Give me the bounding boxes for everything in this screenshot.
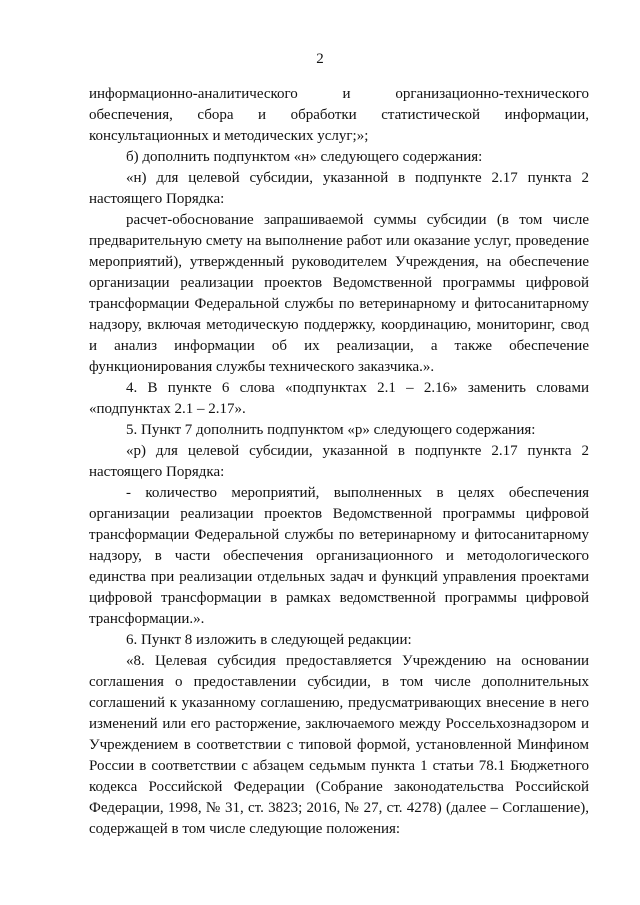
paragraph-4: расчет-обоснование запрашиваемой суммы субсидии (в том числе предварительную смету на выполнение работ или оказание услуг, проведение мероприятий), утвержденный руководителем Учреждения, на обеспечение организации реализации проектов Ведомственной программы цифровой трансформации Федеральной службы по ветеринарному и фитосанитарному надзору, включая методическую поддержку, координацию, мониторинг, свод и анализ информации об их реализации, а также обеспечение функционирования службы технического заказчика.». — [89, 212, 589, 375]
paragraph-7: «р) для целевой субсидии, указанной в подпункте 2.17 пункта 2 настоящего Порядка: — [89, 443, 589, 480]
paragraph-10: «8. Целевая субсидия предоставляется Учреждению на основании соглашения о предоставлении субсидии, в том числе дополнительных соглашений к указанному соглашению, предусматривающих внесение в него изменений или его расторжение, заключаемого между Россельхознадзором и Учреждением в соответствии с типовой формой, установленной Минфином России в соответствии с абзацем седьмым пункта 1 статьи 78.1 Бюджетного кодекса Российской Федерации (Собрание законодательства Российской Федерации, 1998, № 31, ст. 3823; 2016, № 27, ст. 4278) (далее – Соглашение), содержащей в том числе следующие положения: — [89, 653, 589, 837]
paragraph-6: 5. Пункт 7 дополнить подпунктом «р» следующего содержания: — [126, 422, 536, 438]
paragraph-8: - количество мероприятий, выполненных в целях обеспечения организации реализации проектов Ведомственной программы цифровой трансформации Федеральной службы по ветеринарному и фитосанитарному надзору, в части обеспечения организационного и методологического единства при реализации отдельных задач и функций управления проектами цифровой трансформации в рамках ведомственной программы цифровой трансформации.». — [89, 485, 589, 627]
paragraph-2: б) дополнить подпунктом «н» следующего содержания: — [126, 149, 483, 165]
paragraph-3: «н) для целевой субсидии, указанной в подпункте 2.17 пункта 2 настоящего Порядка: — [89, 170, 589, 207]
paragraph-1: информационно-аналитического и организационно-технического обеспечения, сбора и обработки статистической информации, консультационных и методических услуг;»; — [89, 86, 589, 144]
document-body — [89, 84, 589, 840]
paragraph-9: 6. Пункт 8 изложить в следующей редакции: — [126, 632, 412, 648]
page-number: 2 — [316, 51, 324, 67]
paragraph-5: 4. В пункте 6 слова «подпунктах 2.1 – 2.16» заменить словами «подпунктах 2.1 – 2.17». — [89, 380, 589, 417]
